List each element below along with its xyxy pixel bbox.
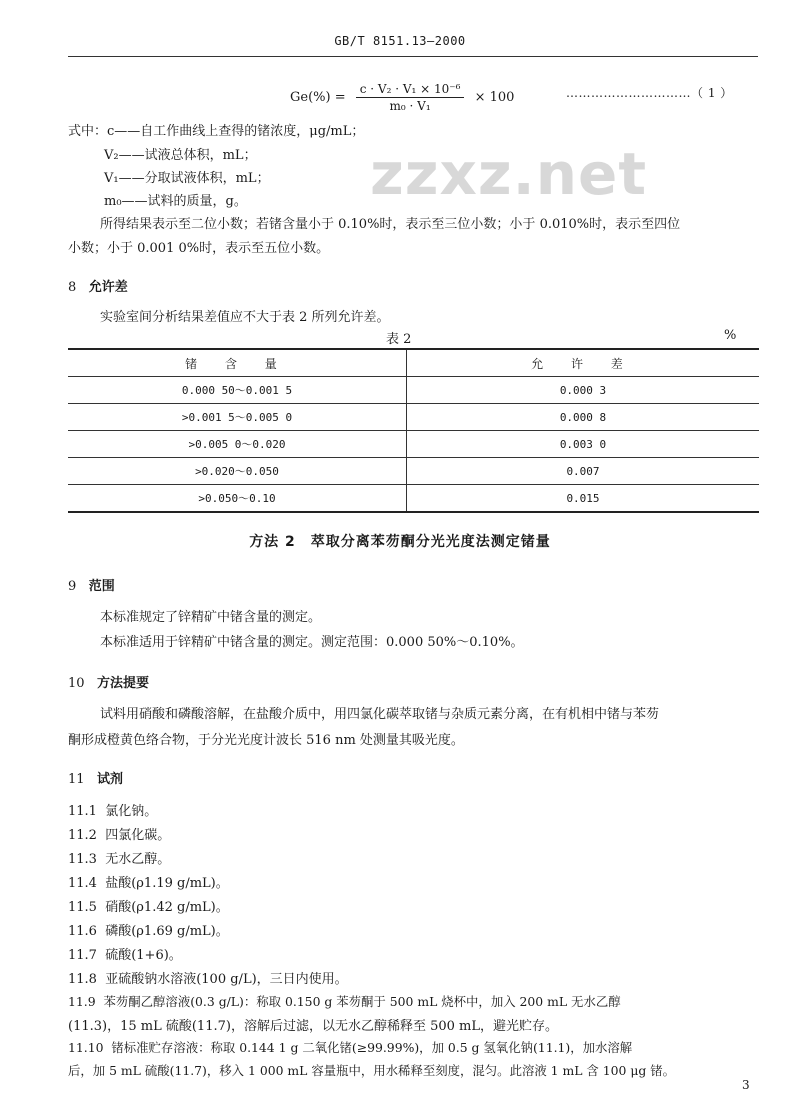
method-2-title: 方法 2 萃取分离苯芴酮分光光度法测定锗量	[249, 534, 551, 550]
table-header-row	[68, 349, 759, 377]
definition-text: ——分取试液体积，mL；	[118, 171, 270, 186]
section-number: 11	[68, 772, 85, 787]
definition-v2	[104, 144, 257, 163]
table-cell-tolerance: 0.007	[407, 458, 760, 485]
watermark: zzxz.net	[370, 140, 648, 208]
table-cell-tolerance: 0.003 0	[407, 431, 760, 458]
reagent-text: 四氯化碳。	[105, 828, 171, 843]
definition-text: ——试料的质量，g。	[121, 194, 247, 209]
reagent-item	[68, 896, 229, 915]
reagent-number: 11.6	[68, 924, 97, 939]
reagent-text: 亚硫酸钠水溶液(100 g/L)，三日内使用。	[105, 972, 348, 987]
table-cell-content: >0.050～0.10	[68, 485, 407, 513]
table-row	[68, 431, 759, 458]
table-cell-content: >0.020～0.050	[68, 458, 407, 485]
result-text-line-2: 小数；小于 0.001 0%时，表示至五位小数。	[68, 241, 330, 256]
section-8-text: 实验室间分析结果差值应不大于表 2 所列允许差。	[100, 310, 390, 325]
table-row	[68, 458, 759, 485]
reagent-text: 锗标准贮存溶液：称取 0.144 1 g 二氧化锗(≥99.99%)，加 0.5 g 氢氧化钠(11.1)，加水溶解	[111, 1040, 633, 1055]
section-9-heading	[68, 575, 115, 594]
section-10-text-line-2: 酮形成橙黄色络合物，于分光光度计波长 516 nm 处测量其吸光度。	[68, 733, 464, 748]
reagent-text: 硫酸(1+6)。	[105, 948, 182, 963]
table-title: 表 2	[386, 332, 412, 347]
definition-label: V₂	[104, 148, 119, 163]
reagent-number: 11.8	[68, 972, 97, 987]
section-title: 范围	[88, 579, 115, 594]
formula-number: …………………………（ 1 ）	[566, 86, 733, 100]
reagent-item	[68, 824, 170, 843]
table-cell-tolerance: 0.000 3	[407, 377, 760, 404]
table-cell-tolerance: 0.000 8	[407, 404, 760, 431]
table-row	[68, 377, 759, 404]
reagent-item	[68, 992, 621, 1010]
header-rule	[68, 56, 758, 57]
reagent-text: 苯芴酮乙醇溶液(0.3 g/L)：称取 0.150 g 苯芴酮于 500 mL 烧杯中，加入 200 mL 无水乙醇	[103, 994, 621, 1009]
tolerance-table	[68, 348, 759, 513]
reagent-number: 11.5	[68, 900, 97, 915]
reagent-item	[68, 872, 229, 891]
reagent-number: 11.9	[68, 994, 96, 1009]
definition-text: ——试液总体积，mL；	[118, 148, 257, 163]
reagent-item	[68, 968, 348, 987]
section-9-text-line-2: 本标准适用于锌精矿中锗含量的测定。测定范围：0.000 50%～0.10%。	[100, 635, 524, 650]
definition-label: 式中：c	[68, 124, 115, 139]
table-cell-tolerance: 0.015	[407, 485, 760, 513]
section-number: 10	[68, 676, 85, 691]
reagent-text: 磷酸(ρ1.69 g/mL)。	[105, 924, 229, 939]
reagent-number: 11.3	[68, 852, 97, 867]
formula-tail: × 100	[474, 90, 515, 105]
formula	[290, 82, 514, 113]
section-title: 方法提要	[96, 676, 149, 691]
formula-fraction	[356, 82, 465, 113]
page-number: 3	[742, 1078, 750, 1092]
reagent-item	[68, 920, 229, 939]
section-number: 9	[68, 579, 77, 594]
reagent-item	[68, 848, 170, 867]
reagent-11-10-continuation: 后，加 5 mL 硫酸(11.7)，移入 1 000 mL 容量瓶中，用水稀释至刻度，混匀。此溶液 1 mL 含 100 μg 锗。	[68, 1063, 676, 1078]
definition-c	[68, 120, 364, 139]
definition-v1	[104, 167, 270, 186]
section-10-text-line-1: 试料用硝酸和磷酸溶解，在盐酸介质中，用四氯化碳萃取锗与杂质元素分离，在有机相中锗与苯芴	[100, 707, 660, 722]
formula-numerator: c · V₂ · V₁ × 10⁻⁶	[356, 82, 465, 98]
reagent-text: 无水乙醇。	[105, 852, 171, 867]
definition-label: V₁	[104, 171, 119, 186]
reagent-number: 11.1	[68, 804, 97, 819]
reagent-item	[68, 944, 182, 963]
formula-lhs: Ge(%) =	[290, 90, 346, 105]
table-cell-content: >0.001 5～0.005 0	[68, 404, 407, 431]
reagent-item	[68, 1038, 632, 1056]
table-row	[68, 485, 759, 513]
table-row	[68, 404, 759, 431]
section-number: 8	[68, 280, 77, 295]
reagent-number: 11.4	[68, 876, 97, 891]
section-title: 试剂	[96, 772, 123, 787]
reagent-item	[68, 800, 157, 819]
section-11-heading	[68, 768, 123, 787]
table-cell-content: >0.005 0～0.020	[68, 431, 407, 458]
section-9-text-line-1: 本标准规定了锌精矿中锗含量的测定。	[100, 610, 322, 625]
reagent-text: 氯化钠。	[105, 804, 158, 819]
reagent-text: 硝酸(ρ1.42 g/mL)。	[105, 900, 229, 915]
section-8-heading	[68, 276, 128, 295]
header-germanium-content: 锗 含 量	[68, 349, 407, 377]
header-tolerance: 允 许 差	[407, 349, 760, 377]
section-10-heading	[68, 672, 149, 691]
reagent-11-9-continuation: (11.3)，15 mL 硫酸(11.7)，溶解后过滤，以无水乙醇稀释至 500 mL，避光贮存。	[68, 1019, 558, 1034]
reagent-number: 11.10	[68, 1040, 104, 1055]
reagent-number: 11.2	[68, 828, 97, 843]
formula-denominator: m₀ · V₁	[389, 99, 431, 113]
definition-m0	[104, 190, 247, 209]
result-text-line-1: 所得结果表示至二位小数；若锗含量小于 0.10%时，表示至三位小数；小于 0.010%时，表示至四位	[100, 217, 681, 232]
reagent-text: 盐酸(ρ1.19 g/mL)。	[105, 876, 229, 891]
reagent-number: 11.7	[68, 948, 97, 963]
table-cell-content: 0.000 50～0.001 5	[68, 377, 407, 404]
definition-text: ——自工作曲线上查得的锗浓度，μg/mL；	[114, 124, 365, 139]
section-title: 允许差	[88, 280, 128, 295]
table-unit: %	[724, 328, 737, 343]
definition-label: m₀	[104, 194, 122, 209]
page-header: GB/T 8151.13—2000	[334, 34, 466, 48]
